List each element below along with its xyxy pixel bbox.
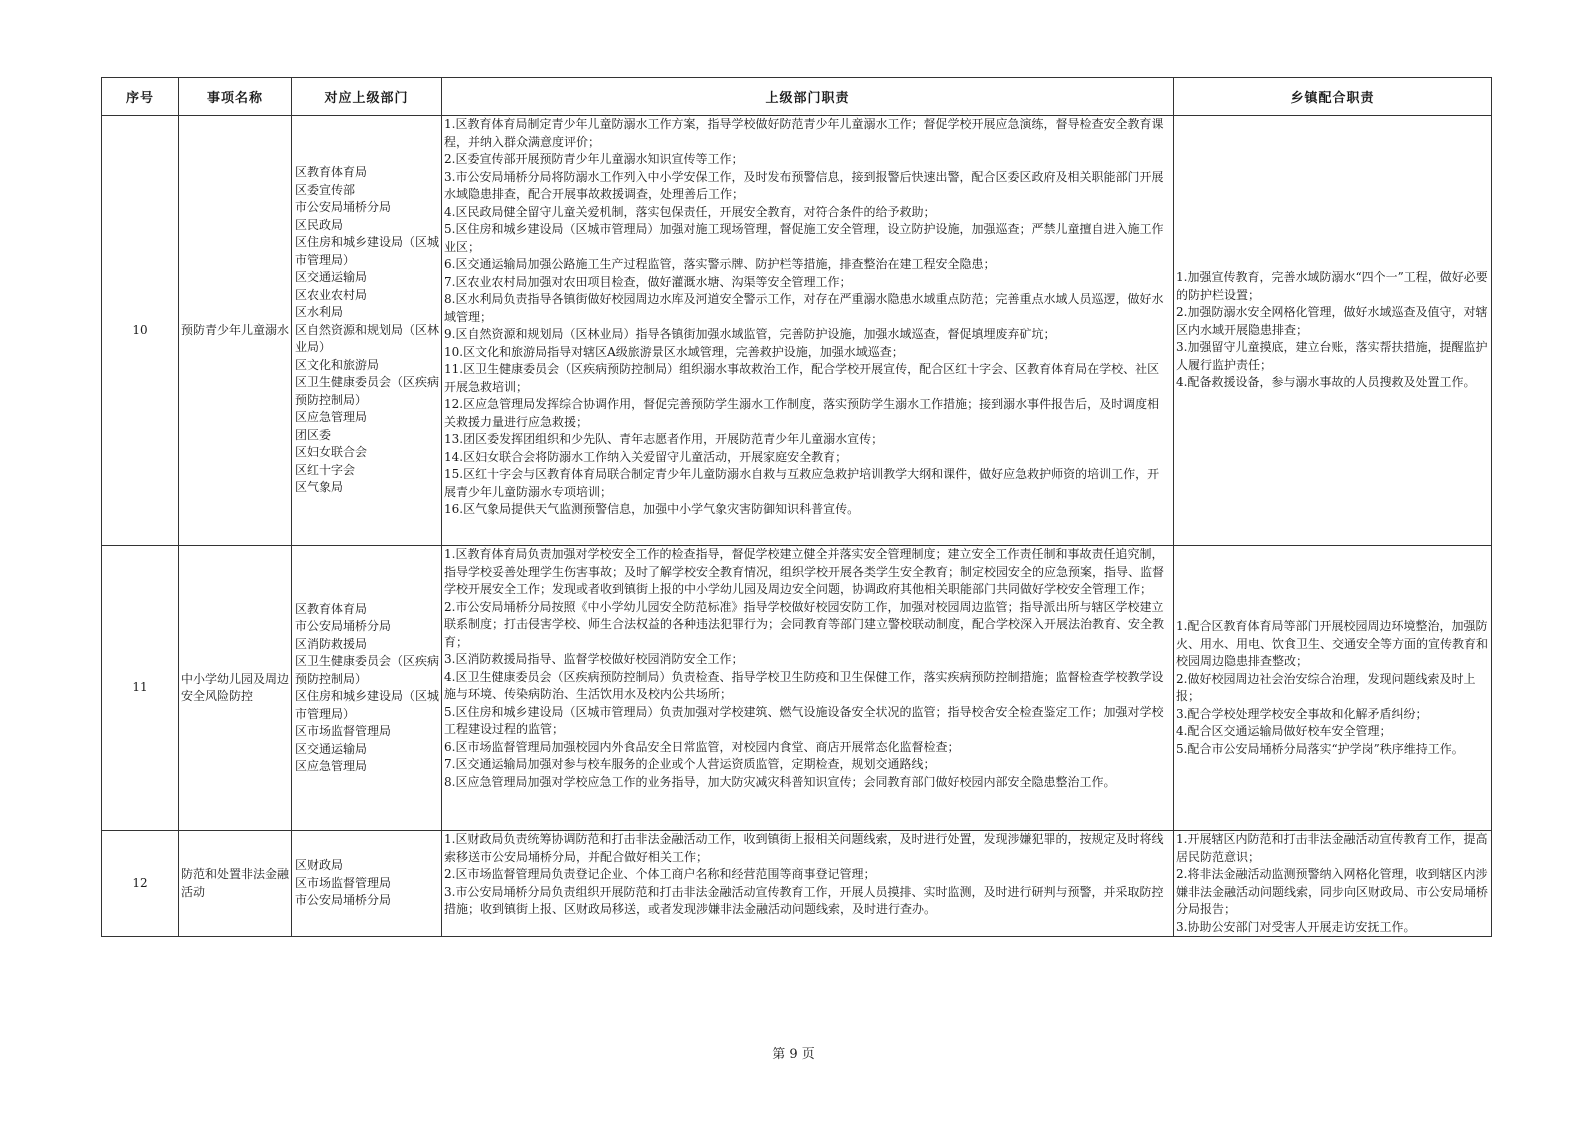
town-duty-item: 4.配备救援设备，参与溺水事故的人员搜救及处置工作。	[1176, 375, 1476, 390]
cell-departments	[292, 116, 442, 546]
duty-item: 12.区应急管理局发挥综合协调作用，督促完善预防学生溺水工作制度，落实预防学生溺水工作措施；接到溺水事件报告后，及时调度相关救援力量进行应急救援；	[444, 397, 1160, 429]
cell-dept-duties	[442, 116, 1174, 546]
town-duty-item: 4.配合区交通运输局做好校车安全管理；	[1176, 724, 1392, 738]
department-item: 市公安局埇桥分局	[295, 200, 392, 215]
duty-item: 3.市公安局埇桥分局负责组织开展防范和打击非法金融活动宣传教育工作，开展人员摸排、实时监测，及时进行研判与预警，并采取防控措施；收到镇街上报、区财政局移送，或者发现涉嫌非法金融活动问题线索，及时进行查办。	[444, 884, 1164, 916]
table-header-row	[102, 78, 1492, 116]
cell-no: 12	[102, 831, 179, 937]
department-item: 区水利局	[295, 305, 344, 320]
table-row	[102, 546, 1492, 831]
department-item: 区应急管理局	[295, 410, 368, 425]
town-duty-item: 1.加强宣传教育，完善水域防溺水“四个一”工程，做好必要的防护栏设置；	[1176, 270, 1488, 302]
duty-item: 1.区财政局负责统筹协调防范和打击非法金融活动工作，收到镇街上报相关问题线索，及时进行处置，发现涉嫌犯罪的，按规定及时将线索移送市公安局埇桥分局，并配合做好相关工作；	[444, 832, 1164, 864]
duty-item: 8.区应急管理局加强对学校应急工作的业务指导，加大防灾减灾科普知识宣传；会同教育部门做好校园内部安全隐患整治工作。	[444, 774, 1116, 789]
duty-item: 3.市公安局埇桥分局将防溺水工作列入中小学安保工作，及时发布预警信息，接到报警后快速出警，配合区委区政府及相关职能部门开展水域隐患排查，配合开展事故救援调查，处理善后工作；	[444, 169, 1164, 201]
cell-dept-duties	[442, 831, 1174, 937]
duty-item: 15.区红十字会与区教育体育局联合制定青少年儿童防溺水自救与互救应急救护培训教学大纲和课件，做好应急救护师资的培训工作，开展青少年儿童防溺水专项培训；	[444, 467, 1160, 499]
cell-item-name: 中小学幼儿园及周边安全风险防控	[179, 546, 292, 831]
department-item: 区教育体育局	[295, 601, 368, 616]
cell-dept-duties	[442, 546, 1174, 831]
department-item: 区交通运输局	[295, 741, 368, 756]
table-row	[102, 831, 1492, 937]
duty-item: 7.区农业农村局加强对农田项目检查，做好灌溉水塘、沟渠等安全管理工作；	[444, 274, 852, 289]
duty-item: 6.区市场监督管理局加强校园内外食品安全日常监管，对校园内食堂、商店开展常态化监督检查；	[444, 739, 960, 754]
department-item: 区卫生健康委员会（区疾病预防控制局）	[295, 375, 440, 407]
town-duty-item: 3.配合学校处理学校安全事故和化解矛盾纠纷；	[1176, 706, 1428, 721]
header-depts: 对应上级部门	[292, 78, 442, 116]
cell-town-duties	[1174, 546, 1492, 831]
cell-no: 11	[102, 546, 179, 831]
department-item: 市公安局埇桥分局	[295, 619, 392, 633]
department-item: 市公安局埇桥分局	[295, 893, 392, 908]
department-item: 区文化和旅游局	[295, 357, 380, 372]
duty-item: 13.团区委发挥团组织和少先队、青年志愿者作用，开展防范青少年儿童溺水宣传；	[444, 432, 884, 446]
cell-no: 10	[102, 116, 179, 546]
town-duty-item: 2.做好校园周边社会治安综合治理，发现问题线索及时上报；	[1176, 671, 1476, 703]
cell-departments	[292, 831, 442, 937]
department-item: 区教育体育局	[295, 165, 368, 180]
duty-item: 10.区文化和旅游局指导对辖区A级旅游景区水域管理，完善救护设施，加强水域巡查；	[444, 344, 904, 359]
department-item: 区消防救援局	[295, 636, 368, 651]
department-item: 区气象局	[295, 480, 344, 495]
cell-item-name: 防范和处置非法金融活动	[179, 831, 292, 937]
town-duty-item: 3.协助公安部门对受害人开展走访安抚工作。	[1176, 919, 1416, 934]
town-duty-item: 1.开展辖区内防范和打击非法金融活动宣传教育工作，提高居民防范意识；	[1176, 832, 1488, 864]
duty-item: 14.区妇女联合会将防溺水工作纳入关爱留守儿童活动，开展家庭安全教育；	[444, 449, 848, 464]
duty-table	[101, 77, 1492, 937]
duty-item: 5.区住房和城乡建设局（区城市管理局）负责加强对学校建筑、燃气设施设备安全状况的监管；指导校舍安全检查鉴定工作；加强对学校工程建设过程的监管；	[444, 704, 1164, 736]
department-item: 区财政局	[295, 858, 344, 873]
duty-item: 7.区交通运输局加强对参与校车服务的企业或个人营运资质监管，定期检查，规划交通路线；	[444, 757, 936, 771]
town-duty-item: 1.配合区教育体育局等部门开展校园周边环境整治，加强防火、用水、用电、饮食卫生、交通安全等方面的宣传教育和校园周边隐患排查整改；	[1176, 619, 1489, 668]
department-item: 团区委	[295, 427, 332, 442]
department-item: 区农业农村局	[295, 287, 368, 302]
duty-item: 1.区教育体育局负责加强对学校安全工作的检查指导，督促学校建立健全并落实安全管理制度；建立安全工作责任制和事故责任追究制，指导学校妥善处理学生伤害事故；及时了解学校安全教育情况，组织学校开展各类学生安全教育；制定校园安全的应急预案，指导、监督学校开展安全工作；发现或者收到镇街上报的中小学幼儿园及周边安全问题，协调政府其他相关职能部门共同做好学校安全管理工作；	[444, 547, 1165, 596]
duty-item: 6.区交通运输局加强公路施工生产过程监管，落实警示牌、防护栏等措施，排查整治在建工程安全隐患；	[444, 257, 996, 271]
town-duty-item: 5.配合市公安局埇桥分局落实“护学岗”秩序维持工作。	[1176, 741, 1464, 756]
duty-item: 3.区消防救援局指导、监督学校做好校园消防安全工作；	[444, 652, 744, 666]
department-item: 区民政局	[295, 217, 344, 232]
department-item: 区住房和城乡建设局（区城市管理局）	[295, 235, 440, 267]
table-row	[102, 116, 1492, 546]
table-body	[102, 116, 1492, 937]
department-item: 区自然资源和规划局（区林业局）	[295, 322, 440, 355]
department-item: 区市场监督管理局	[295, 724, 392, 738]
department-item: 区红十字会	[295, 462, 356, 477]
cell-item-name: 预防青少年儿童溺水	[179, 116, 292, 546]
town-duty-item: 3.加强留守儿童摸底，建立台账，落实帮扶措施，提醒监护人履行监护责任；	[1176, 340, 1488, 372]
duty-item: 2.市公安局埇桥分局按照《中小学幼儿园安全防范标准》指导学校做好校园安防工作，加强对校园周边监管；指导派出所与辖区学校建立联系制度；打击侵害学校、师生合法权益的各种违法犯罪行为；会同教育等部门建立警校联动制度，配合学校深入开展法治教育、安全教育；	[444, 599, 1165, 649]
town-duty-item: 2.将非法金融活动监测预警纳入网格化管理，收到辖区内涉嫌非法金融活动问题线索，同步向区财政局、市公安局埇桥分局报告；	[1176, 867, 1489, 916]
duty-item: 2.区市场监督管理局负责登记企业、个体工商户名称和经营范围等商事登记管理；	[444, 867, 876, 881]
cell-town-duties	[1174, 116, 1492, 546]
cell-town-duties	[1174, 831, 1492, 937]
duty-item: 5.区住房和城乡建设局（区城市管理局）加强对施工现场管理，督促施工安全管理，设立防护设施，加强巡查；严禁儿童擅自进入施工作业区；	[444, 222, 1164, 254]
header-duties: 上级部门职责	[442, 78, 1174, 116]
department-item: 区住房和城乡建设局（区城市管理局）	[295, 689, 440, 721]
department-item: 区委宣传部	[295, 182, 356, 197]
town-duty-item: 2.加强防溺水安全网格化管理，做好水域巡查及值守，对辖区内水域开展隐患排查；	[1176, 305, 1488, 337]
department-item: 区市场监督管理局	[295, 875, 392, 890]
header-no: 序号	[102, 78, 179, 116]
department-item: 区妇女联合会	[295, 445, 368, 460]
page-number: 第 9 页	[772, 1047, 815, 1062]
cell-departments	[292, 546, 442, 831]
header-town: 乡镇配合职责	[1174, 78, 1492, 116]
department-item: 区应急管理局	[295, 759, 368, 773]
department-item: 区卫生健康委员会（区疾病预防控制局）	[295, 654, 440, 686]
duty-item: 11.区卫生健康委员会（区疾病预防控制局）组织溺水事故救治工作，配合学校开展宣传，配合区红十字会、区教育体育局在学校、社区开展急救培训；	[444, 362, 1160, 394]
header-item: 事项名称	[179, 78, 292, 116]
duty-item: 4.区民政局健全留守儿童关爱机制，落实包保责任，开展安全教育，对符合条件的给予救助；	[444, 204, 936, 219]
duty-item: 8.区水利局负责指导各镇街做好校园周边水库及河道安全警示工作，对存在严重溺水隐患水域重点防范；完善重点水域人员巡逻，做好水域管理；	[444, 292, 1164, 324]
duty-item: 4.区卫生健康委员会（区疾病预防控制局）负责检查、指导学校卫生防疫和卫生保健工作，落实疾病预防控制措施；监督检查学校教学设施与环境、传染病防治、生活饮用水及校内公共场所；	[444, 669, 1164, 701]
duty-item: 9.区自然资源和规划局（区林业局）指导各镇街加强水域监管，完善防护设施，加强水域巡查，督促填埋废弃矿坑；	[444, 327, 1056, 341]
department-item: 区交通运输局	[295, 270, 368, 285]
duty-item: 16.区气象局提供天气监测预警信息，加强中小学气象灾害防御知识科普宣传。	[444, 502, 860, 516]
duty-item: 2.区委宣传部开展预防青少年儿童溺水知识宣传等工作；	[444, 152, 744, 166]
duty-item: 1.区教育体育局制定青少年儿童防溺水工作方案，指导学校做好防范青少年儿童溺水工作；督促学校开展应急演练，督导检查安全教育课程，并纳入群众满意度评价；	[444, 117, 1164, 149]
